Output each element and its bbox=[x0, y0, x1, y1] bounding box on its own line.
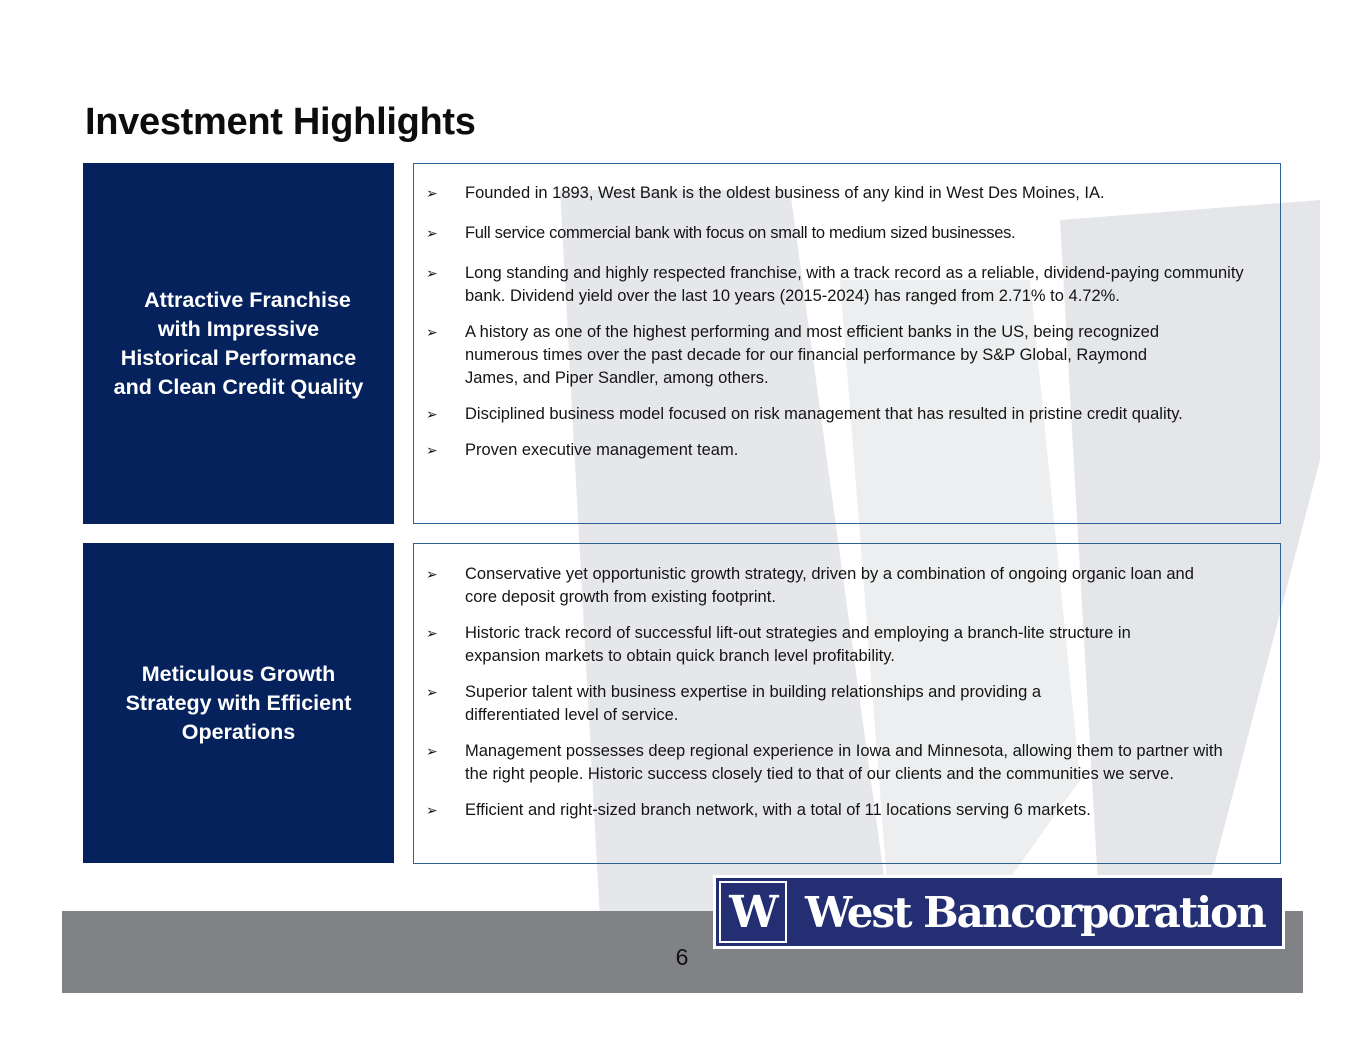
page-title: Investment Highlights bbox=[85, 101, 476, 143]
list-item bbox=[414, 563, 1280, 609]
arrow-bullet-icon: ➢ bbox=[426, 442, 438, 458]
section-label-line: Operations bbox=[181, 719, 296, 744]
franchise-highlights-list bbox=[414, 164, 1280, 462]
list-item bbox=[414, 262, 1280, 308]
logo-wordmark: West Bancorporation bbox=[805, 887, 1265, 937]
growth-highlights-box bbox=[413, 543, 1281, 864]
list-item bbox=[414, 222, 1280, 245]
bullet-text: Management possesses deep regional experience in Iowa and Minnesota, allowing them to partner with the right people. Historic success closely tied to that of our clients and the communities we serve. bbox=[465, 742, 1223, 783]
bullet-text: Founded in 1893, West Bank is the oldest business of any kind in West Des Moines, IA. bbox=[465, 184, 1105, 202]
arrow-bullet-icon: ➢ bbox=[426, 185, 438, 201]
bullet-text: Proven executive management team. bbox=[465, 441, 739, 459]
section-label-growth bbox=[83, 543, 394, 863]
arrow-bullet-icon: ➢ bbox=[426, 684, 438, 700]
section-label-line: with Impressive bbox=[157, 316, 320, 341]
arrow-bullet-icon: ➢ bbox=[426, 802, 438, 818]
list-item bbox=[414, 681, 1280, 727]
list-item bbox=[414, 439, 1280, 462]
list-item bbox=[414, 799, 1280, 822]
logo-panel bbox=[716, 878, 1282, 946]
list-item bbox=[414, 622, 1280, 668]
section-label-line: Historical Performance bbox=[120, 345, 357, 370]
arrow-bullet-icon: ➢ bbox=[426, 566, 438, 582]
bullet-text: Historic track record of successful lift-out strategies and employing a branch-lite structure in expansion markets to obtain quick branch level profitability. bbox=[465, 624, 1131, 665]
list-item bbox=[414, 740, 1280, 786]
section-label-franchise bbox=[83, 163, 394, 524]
section-label-line: Meticulous Growth bbox=[141, 661, 336, 686]
growth-highlights-list bbox=[414, 544, 1280, 822]
bullet-text: A history as one of the highest performing and most efficient banks in the US, being recognized numerous times over the past decade for our financial performance by S&P Global, Raymond James, and Piper Sandler, among others. bbox=[465, 323, 1160, 387]
logo-w-mark: W bbox=[719, 881, 787, 943]
arrow-bullet-icon: ➢ bbox=[426, 625, 438, 641]
section-label-line: Strategy with Efficient bbox=[125, 690, 352, 715]
section-label-line: and Clean Credit Quality bbox=[113, 374, 364, 399]
arrow-bullet-icon: ➢ bbox=[426, 406, 438, 422]
arrow-bullet-icon: ➢ bbox=[426, 225, 438, 241]
bullet-text: Superior talent with business expertise in building relationships and providing a differentiated level of service. bbox=[465, 683, 1042, 724]
list-item bbox=[414, 403, 1280, 426]
west-bancorporation-logo bbox=[713, 875, 1285, 949]
page-number: 6 bbox=[675, 944, 689, 970]
arrow-bullet-icon: ➢ bbox=[426, 265, 438, 281]
bullet-text: Long standing and highly respected franchise, with a track record as a reliable, dividend-paying community bank. Dividend yield over the last 10 years (2015-2024) has ranged from 2.71% to 4.72%. bbox=[465, 264, 1244, 305]
franchise-highlights-box bbox=[413, 163, 1281, 524]
section-label-line: Attractive Franchise bbox=[144, 287, 351, 312]
arrow-bullet-icon: ➢ bbox=[426, 324, 438, 340]
bullet-text: Efficient and right-sized branch network, with a total of 11 locations serving 6 markets. bbox=[465, 801, 1091, 819]
arrow-bullet-icon: ➢ bbox=[426, 743, 438, 759]
list-item bbox=[414, 182, 1280, 205]
bullet-text: Full service commercial bank with focus on small to medium sized businesses. bbox=[465, 224, 1016, 242]
bullet-text: Conservative yet opportunistic growth strategy, driven by a combination of ongoing organic loan and core deposit growth from existing footprint. bbox=[465, 565, 1194, 606]
bullet-text: Disciplined business model focused on risk management that has resulted in pristine credit quality. bbox=[465, 405, 1183, 423]
list-item bbox=[414, 321, 1280, 390]
